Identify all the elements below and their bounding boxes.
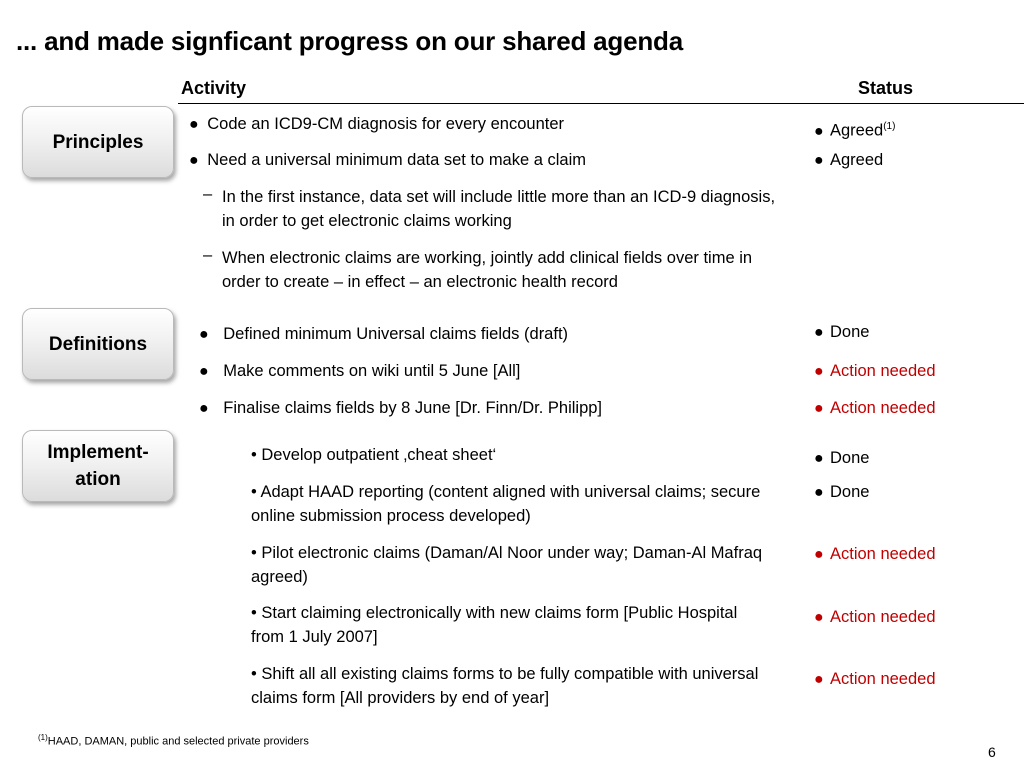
implementation-item: • Pilot electronic claims (Daman/Al Noor under way; Daman-Al Mafraq agreed): [251, 544, 763, 586]
definitions-label: Definitions: [22, 308, 174, 380]
activity-column-header: Activity: [181, 78, 247, 98]
bullet-dot: ●: [814, 400, 824, 417]
bullet-dot: ●: [199, 400, 209, 417]
footnote-reference: (1): [883, 121, 896, 132]
principles-item: ● Code an ICD9-CM diagnosis for every encounter: [189, 115, 565, 133]
definitions-status-action: ● Action needed: [814, 396, 936, 421]
bullet-dot: ●: [814, 122, 824, 140]
sub-item-dash: –: [203, 246, 213, 264]
header-rule: [178, 103, 1024, 104]
implementation-item: • Shift all all existing claims forms to be fully compatible with universal claims form [All providers by end of year]: [251, 665, 759, 707]
implementation-item: • Adapt HAAD reporting (content aligned with universal claims; secure online submission process developed): [251, 483, 761, 525]
bullet-dot: ●: [189, 152, 199, 169]
bullet-dot: ●: [814, 609, 824, 626]
bullet-dot: ●: [814, 450, 824, 467]
bullet-dot: ●: [814, 546, 824, 563]
implementation-status-action: ● Action needed: [814, 605, 936, 630]
principles-sub-item: When electronic claims are working, jointly add clinical fields over time in order to create – in effect – an electronic health record: [222, 249, 753, 291]
status-column-header: Status: [858, 78, 914, 98]
principles-status: ● Agreed: [814, 148, 883, 173]
principles-sub-item: In the first instance, data set will include little more than an ICD-9 diagnosis, in order to get electronic claims working: [222, 188, 776, 230]
bullet-dot: ●: [814, 671, 824, 688]
bullet-dot: ●: [189, 116, 199, 133]
bullet-dot: ●: [814, 324, 824, 341]
principles-label: Principles: [22, 106, 174, 178]
bullet-dot: ●: [199, 363, 209, 380]
sub-item-dash: –: [203, 185, 213, 203]
bullet-dot: ●: [814, 363, 824, 380]
definitions-status-action: ● Action needed: [814, 359, 936, 384]
implementation-item: • Start claiming electronically with new claims form [Public Hospital from 1 July 2007]: [251, 604, 738, 646]
falcon-emblem-icon: [970, 14, 1010, 58]
definitions-status: ● Done: [814, 320, 869, 345]
implementation-status-action: ● Action needed: [814, 667, 936, 692]
bullet-dot: ●: [199, 326, 209, 343]
page-title: ... and made signficant progress on our shared agenda: [16, 26, 683, 56]
bullet-dot: ●: [814, 484, 824, 501]
implementation-label: Implement- ation: [22, 430, 174, 502]
implementation-status-action: ● Action needed: [814, 542, 936, 567]
footnote: $^{(1)}$HAAD, DAMAN, public and selected private providers: [38, 733, 309, 748]
principles-item: ● Need a universal minimum data set to make a claim: [189, 151, 587, 169]
implementation-status: ● Done: [814, 446, 869, 471]
page-number: 6: [988, 744, 996, 760]
implementation-item: • Develop outpatient ‚cheat sheet‘: [251, 446, 497, 464]
definitions-item: ● Make comments on wiki until 5 June [All]: [199, 362, 521, 380]
principles-status: ● Agreed$^{(1)}$: [814, 115, 895, 144]
definitions-item: ● Defined minimum Universal claims fields (draft): [199, 325, 569, 343]
bullet-dot: ●: [814, 152, 824, 169]
implementation-status: ● Done: [814, 480, 869, 505]
definitions-item: ● Finalise claims fields by 8 June [Dr. Finn/Dr. Philipp]: [199, 399, 603, 417]
